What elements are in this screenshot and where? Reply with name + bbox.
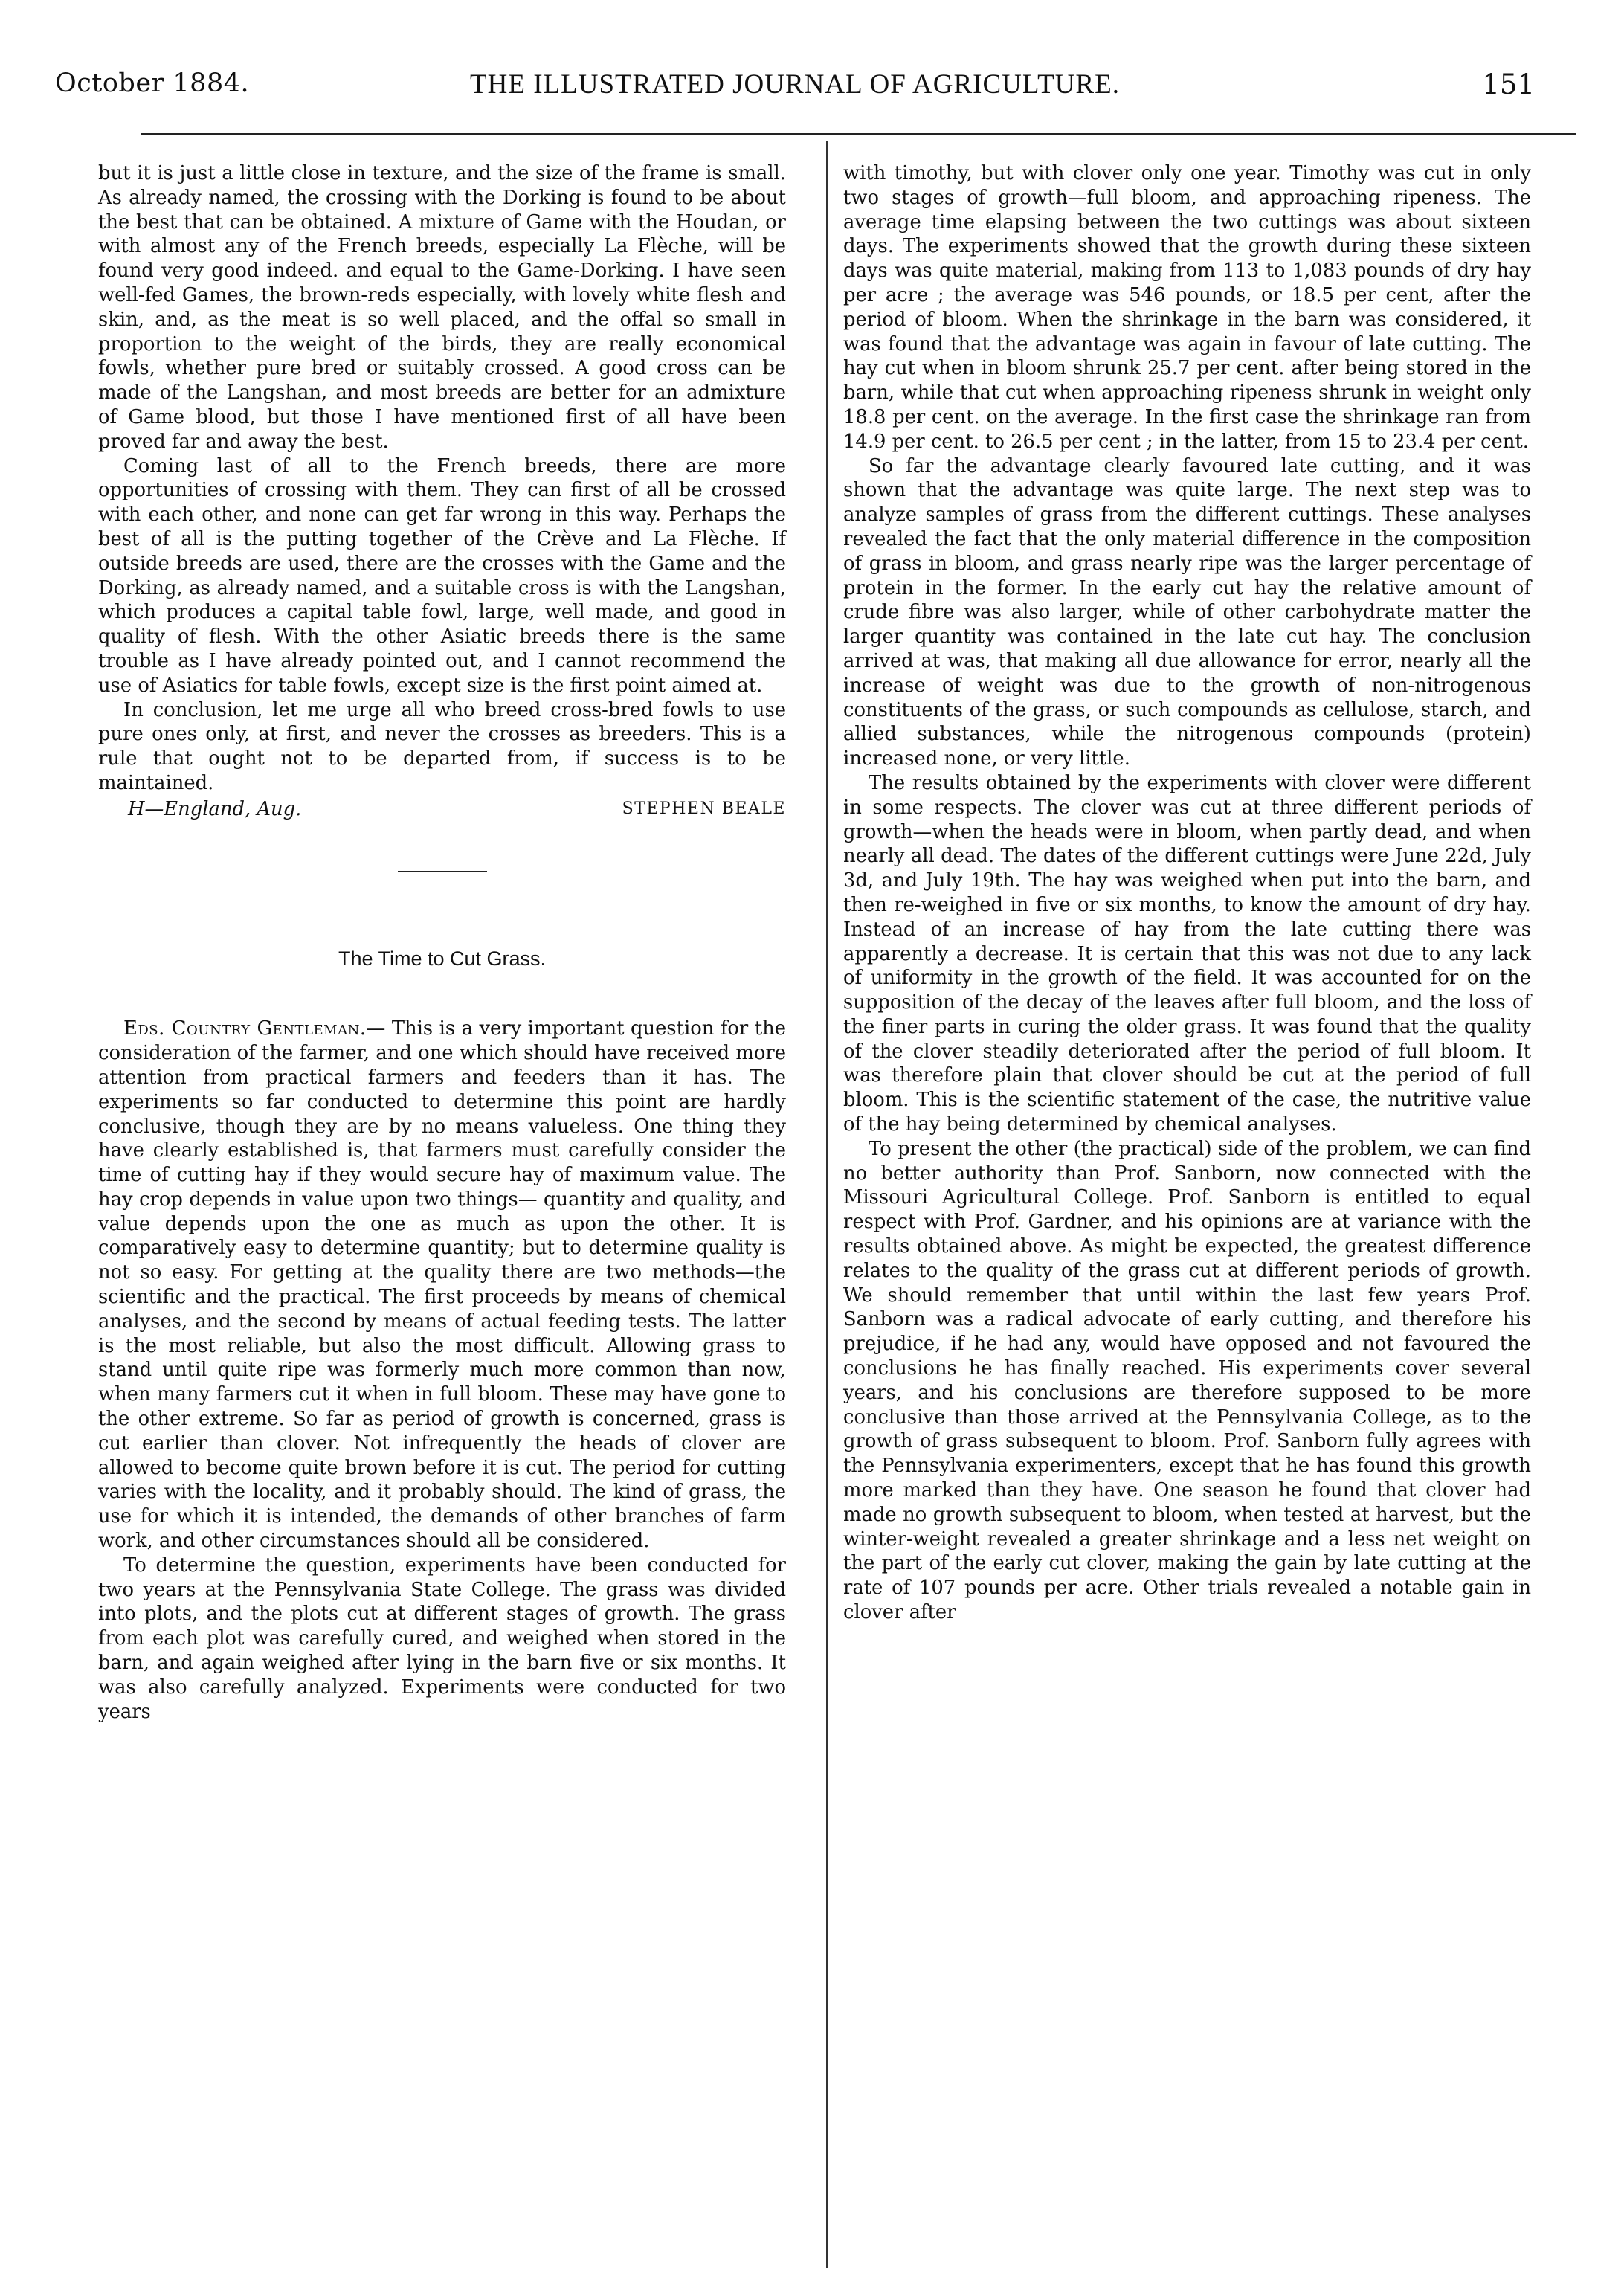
journal-title: THE ILLUSTRATED JOURNAL OF AGRICULTURE. <box>470 69 1120 100</box>
paragraph: The results obtained by the experiments with clover were different in some respects. The clover was cut at three different periods of growth—when the heads were in bloom, when partly dead, and when nearly all dead. The dates of the different cuttings were June 22d, July 3d, and July 19th. The hay was weighed when put into the barn, and then re-weighed in five or six months, to know the amount of dry hay. Instead of an increase of hay from the late cutting there was apparently a decrease. It is certain that this was not due to any lack of uniformity in the growth of the field. It was accounted for on the supposition of the decay of the leaves after full bloom, and the loss of the finer parts in curing the older grass. It was found that the quality of the clover steadily deteriorated after the period of full bloom. It was therefore plain that clover should be cut at the period of full bloom. This is the scientific statement of the case, the nutritive value of the hay being determined by chemical analyses. <box>843 771 1531 1136</box>
paragraph: To determine the question, experiments have been conducted for two years at the Pennsylvania State College. The grass was divided into plots, and the plots cut at different stages of growth. The grass from each plot was carefully cured, and weighed when stored in the barn, and again weighed after lying in the barn five or six months. It was also carefully analyzed. Experiments were conducted for two years <box>98 1554 786 1723</box>
paragraph: To present the other (the practical) side of the problem, we can find no better authority than Prof. Sanborn, now connected with the Missouri Agricultural College. Prof. Sanborn is entitled to equal respect with Prof. Gardner, and his opinions are at variance with the results obtained above. As might be expected, the greatest difference relates to the quality of the grass cut at different periods of growth. We should remember that until within the last few years Prof. Sanborn was a radical advocate of early cutting, and therefore his prejudice, if he had any, would have opposed and not favoured the conclusions he has finally reached. His experiments cover several years, and his conclusions are therefore supposed to be more conclusive than those arrived at the Pennsylvania College, as to the growth of grass subsequent to bloom. Prof. Sanborn fully agrees with the Pennsylvania experimenters, except that he has found this growth more marked than they have. One season he found that clover had made no growth subsequent to bloom, when tested at harvest, but the winter-weight revealed a greater shrinkage and a less net weight on the part of the early cut clover, making the gain by late cutting at the rate of 107 pounds per acre. Other trials revealed a notable gain in clover after <box>843 1137 1531 1624</box>
page-number: 151 <box>1482 68 1535 100</box>
paragraph: So far the advantage clearly favoured late cutting, and it was shown that the advantage was quite large. The next step was to analyze samples of grass from the different cuttings. These analyses revealed the fact that the only material difference in the composition of grass in bloom, and grass nearly ripe was the larger percentage of protein in the former. In the early cut hay the relative amount of crude fibre was also larger, while of other carbohydrate matter the larger quantity was contained in the late cut hay. The conclusion arrived at was, that making all due allowance for error, nearly all the increase of weight was due to the growth of non-nitrogenous constituents of the grass, or such compounds as cellulose, starch, and allied substances, while the nitrogenous compounds (protein) increased none, or very little. <box>843 454 1531 770</box>
signature-line <box>98 797 786 822</box>
article-title: The Time to Cut Grass. <box>338 947 547 970</box>
issue-date: October 1884. <box>55 68 250 98</box>
paragraph: In conclusion, let me urge all who breed cross-bred fowls to use pure ones only, at first, and never the crosses as breeders. This is a rule that ought not to be departed from, if success is to be maintained. <box>98 698 786 794</box>
column-divider <box>826 141 828 2268</box>
right-column <box>843 161 1531 1625</box>
page-header <box>55 68 1535 120</box>
paragraph <box>98 1017 786 1554</box>
header-rule <box>141 133 1576 135</box>
paragraph-body: — This is a very important question for the consideration of the farmer, and one which should have received more attention from practical farmers and feeders than it has. The experiments so far conducted to determine this point are hardly conclusive, though they are by no means valueless. One thing they have clearly established is, that farmers must carefully consider the time of cutting hay if they would secure hay of maximum value. The hay crop depends in value upon two things— quantity and quality, and value depends upon the one as much as upon the other. It is comparatively easy to determine quantity; but to determine quality is not so easy. For getting at the quality there are two methods—the scientific and the practical. The first proceeds by means of chemical analyses, and the second by means of actual feeding tests. The latter is the most reliable, but also the most difficult. Allowing grass to stand until quite ripe was formerly much more common than now, when many farmers cut it when in full bloom. These may have gone to the other extreme. So far as period of growth is concerned, grass is cut earlier than clover. Not infrequently the heads of clover are allowed to become quite brown before it is cut. The period for cutting varies with the locality, and it probably should. The kind of grass, the use for which it is intended, the demands of other branches of farm work, and other circumstances should all be considered. <box>98 1017 786 1553</box>
left-column <box>98 161 786 1724</box>
paragraph: with timothy, but with clover only one year. Timothy was cut in only two stages of growth—full bloom, and approaching ripeness. The average time elapsing between the two cuttings was about sixteen days. The experiments showed that the growth during these sixteen days was quite material, making from 113 to 1,083 pounds of dry hay per acre ; the average was 546 pounds, or 18.5 per cent, after the period of bloom. When the shrinkage in the barn was considered, it was found that the advantage was again in favour of late cutting. The hay cut when in bloom shrunk 25.7 per cent. after being stored in the barn, while that cut when approaching ripeness shrunk in weight only 18.8 per cent. on the average. In the first case the shrinkage ran from 14.9 per cent. to 26.5 per cent ; in the latter, from 15 to 23.4 per cent. <box>843 162 1531 453</box>
paragraph: Coming last of all to the French breeds, there are more opportunities of crossing with them. They can first of all be crossed with each other, and none can get far wrong in this way. Perhaps the best of all is the putting together of the Crève and La Flèche. If outside breeds are used, there are the crosses with the Game and the Dorking, as already named, and a suitable cross is with the Langshan, which produces a capital table fowl, large, well made, and good in quality of flesh. With the other Asiatic breeds there is the same trouble as I have already pointed out, and I cannot recommend the use of Asiatics for table fowls, except size is the first point aimed at. <box>98 454 786 697</box>
signature-place: H—England, Aug. <box>128 797 302 820</box>
signature-author: STEPHEN BEALE <box>622 799 786 818</box>
paragraph: but it is just a little close in texture, and the size of the frame is small. As already named, the crossing with the Dorking is found to be about the best that can be obtained. A mixture of Game with the Houdan, or with almost any of the French breeds, especially La Flèche, will be found very good indeed. and equal to the Game-Dorking. I have seen well-fed Games, the brown-reds especially, with lovely white flesh and skin, and, as the meat is so well placed, and the offal so small in proportion to the weight of the birds, they are really economical fowls, whether pure bred or suitably crossed. A good cross can be made of the Langshan, and most breeds are better for an admixture of Game blood, but those I have mentioned first of all have been proved far and away the best. <box>98 162 786 453</box>
article-lead: Eds. Country Gentleman. <box>123 1017 367 1040</box>
section-separator <box>398 871 487 872</box>
